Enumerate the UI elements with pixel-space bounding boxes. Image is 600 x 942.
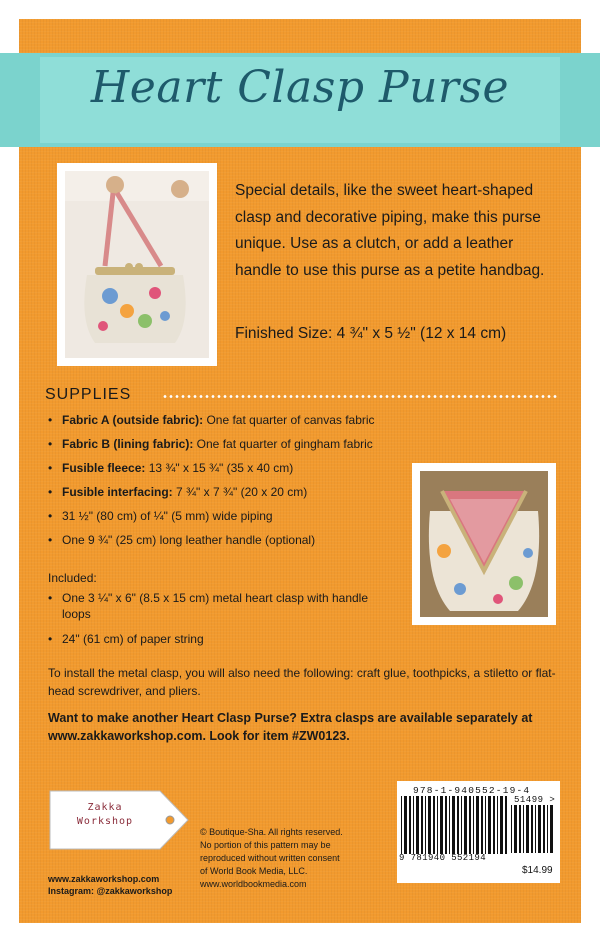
website-link[interactable]: www.zakkaworkshop.com [48,874,160,884]
addon-barcode [511,805,555,853]
isbn-number: 978-1-940552-19-4 [413,785,531,796]
barcode-panel [397,781,560,883]
supplies-list [48,412,408,556]
dotted-divider [162,395,558,398]
ean-digits: 9 781940 552194 [399,853,487,863]
page-title: Heart Clasp Purse [90,62,510,113]
supplies-heading: SUPPLIES [45,386,132,403]
tag-logo-text: Zakka Workshop [76,802,134,827]
list-item: • One 9 ¾" (25 cm) long leather handle (optional) [48,532,408,548]
list-item: • 24" (61 cm) of paper string [48,631,368,647]
install-note: To install the metal clasp, you will also need the following: craft glue, toothpicks, a stiletto or flat-head screwdriver, and pliers. [48,666,556,698]
purse-hanging-photo [57,163,217,366]
price-code: 51499 > [514,795,556,805]
isbn-barcode [401,796,509,854]
intro-paragraph: Special details, like the sweet heart-shaped clasp and decorative piping, make this purse unique. Use as a clutch, or add a leather handle to use this purse as a petite handbag. [235,182,545,279]
price: $14.99 [522,865,553,876]
list-item: • Fabric B (lining fabric): One fat quarter of gingham fabric [48,436,408,452]
list-item: • Fusible fleece: 13 ¾" x 15 ¾" (35 x 40 cm) [48,460,408,476]
included-list [48,590,368,656]
instagram-link[interactable]: Instagram: @zakkaworkshop [48,886,173,896]
web-links [48,873,172,897]
finished-size: Finished Size: 4 ¾" x 5 ½" (12 x 14 cm) [235,325,507,342]
list-item: • Fusible interfacing: 7 ¾" x 7 ¾" (20 x 20 cm) [48,484,408,500]
copyright-notice: © Boutique-Sha. All rights reserved. No portion of this pattern may be reproduced without written consent of World Book Media, LLC. www.worldbookmedia.com [200,827,343,889]
list-item: • One 3 ¼" x 6" (8.5 x 15 cm) metal heart clasp with handle loops [48,590,368,622]
extra-clasps-note: Want to make another Heart Clasp Purse? Extra clasps are available separately at www.zakkaworkshop.com. Look for item #ZW0123. [48,711,533,743]
included-heading: Included: [48,571,97,585]
purse-open-photo [412,463,556,625]
purse-hanging-illustration [65,171,209,358]
purse-open-illustration [420,471,548,617]
zakka-workshop-tag [48,789,198,851]
list-item: • Fabric A (outside fabric): One fat quarter of canvas fabric [48,412,408,428]
list-item: • 31 ½" (80 cm) of ¼" (5 mm) wide piping [48,508,408,524]
